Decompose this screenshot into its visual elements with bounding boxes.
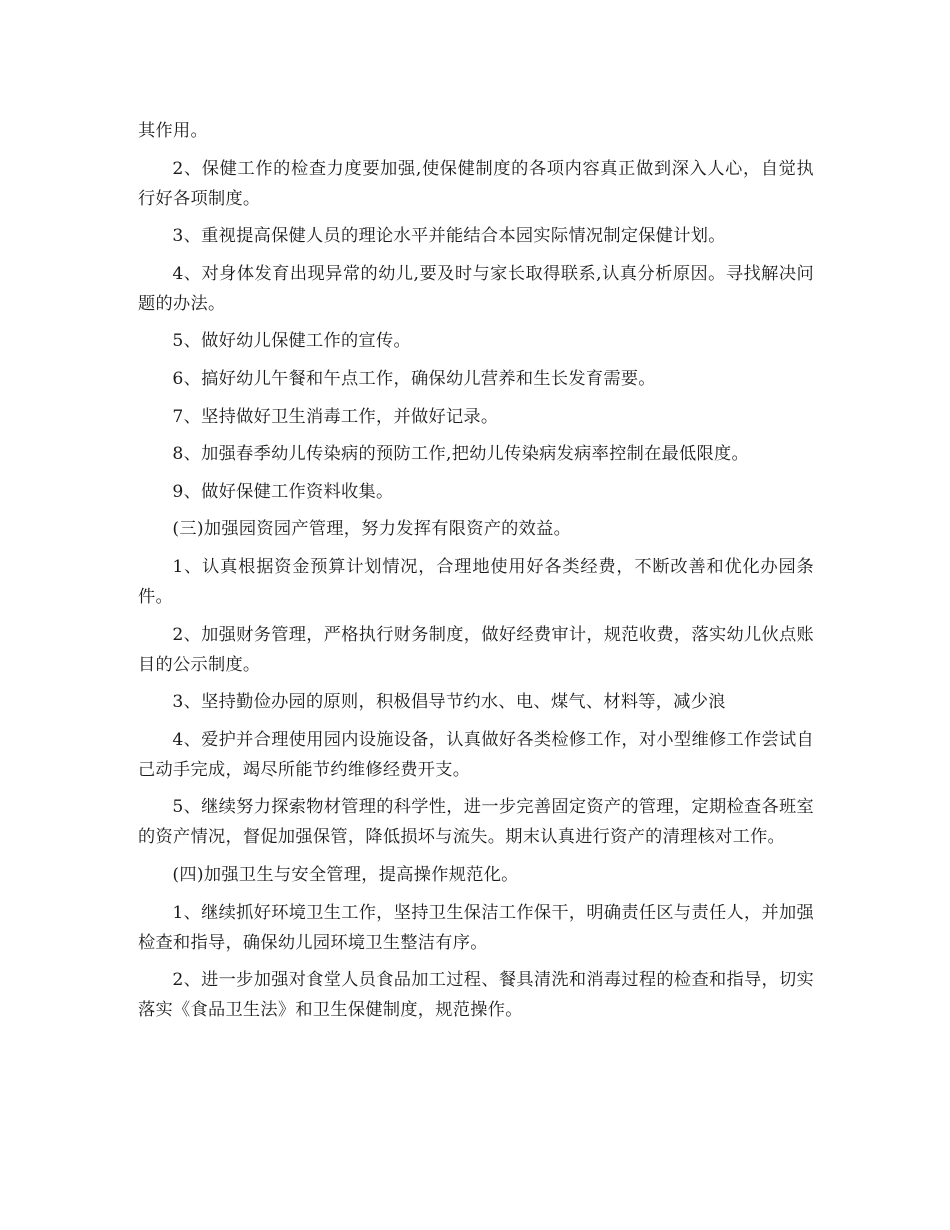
paragraph: 2、加强财务管理，严格执行财务制度，做好经费审计，规范收费，落实幼儿伙点账目的公示制度。 (138, 624, 814, 675)
paragraph: 1、认真根据资金预算计划情况，合理地使用好各类经费，不断改善和优化办园条件。 (138, 556, 814, 607)
section-heading: (四)加强卫生与安全管理，提高操作规范化。 (172, 864, 519, 885)
paragraph: 4、爱护并合理使用园内设施设备，认真做好各类检修工作，对小型维修工作尝试自己动手完成，竭尽所能节约维修经费开支。 (138, 729, 814, 780)
paragraph: 2、进一步加强对食堂人员食品加工过程、餐具清洗和消毒过程的检查和指导，切实落实《食品卫生法》和卫生保健制度，规范操作。 (138, 970, 814, 1021)
paragraph: 8、加强春季幼儿传染病的预防工作,把幼儿传染病发病率控制在最低限度。 (172, 444, 749, 465)
paragraph: 5、做好幼儿保健工作的宣传。 (172, 331, 411, 352)
paragraph: 2、保健工作的检查力度要加强,使保健制度的各项内容真正做到深入人心，自觉执行好各项制度。 (138, 158, 814, 209)
paragraph: 1、继续抓好环境卫生工作，坚持卫生保洁工作保干，明确责任区与责任人，并加强检查和指导，确保幼儿园环境卫生整洁有序。 (138, 902, 814, 953)
paragraph: 3、坚持勤俭办园的原则，积极倡导节约水、电、煤气、材料等，减少浪 (172, 692, 726, 713)
section-heading: (三)加强园资园产管理，努力发挥有限资产的效益。 (172, 519, 572, 540)
paragraph: 3、重视提高保健人员的理论水平并能结合本园实际情况制定保健计划。 (172, 226, 726, 247)
paragraph: 4、对身体发育出现异常的幼儿,要及时与家长取得联系,认真分析原因。寻找解决问题的办法。 (138, 263, 814, 314)
paragraph: 7、坚持做好卫生消毒工作，并做好记录。 (172, 406, 499, 427)
paragraph: 6、搞好幼儿午餐和午点工作，确保幼儿营养和生长发育需要。 (172, 368, 656, 389)
paragraph: 5、继续努力探索物材管理的科学性，进一步完善固定资产的管理，定期检查各班室的资产情况，督促加强保管，降低损坏与流失。期末认真进行资产的清理核对工作。 (138, 797, 814, 848)
paragraph: 其作用。 (138, 121, 208, 141)
paragraph: 9、做好保健工作资料收集。 (172, 481, 394, 502)
document-body (138, 116, 814, 1033)
